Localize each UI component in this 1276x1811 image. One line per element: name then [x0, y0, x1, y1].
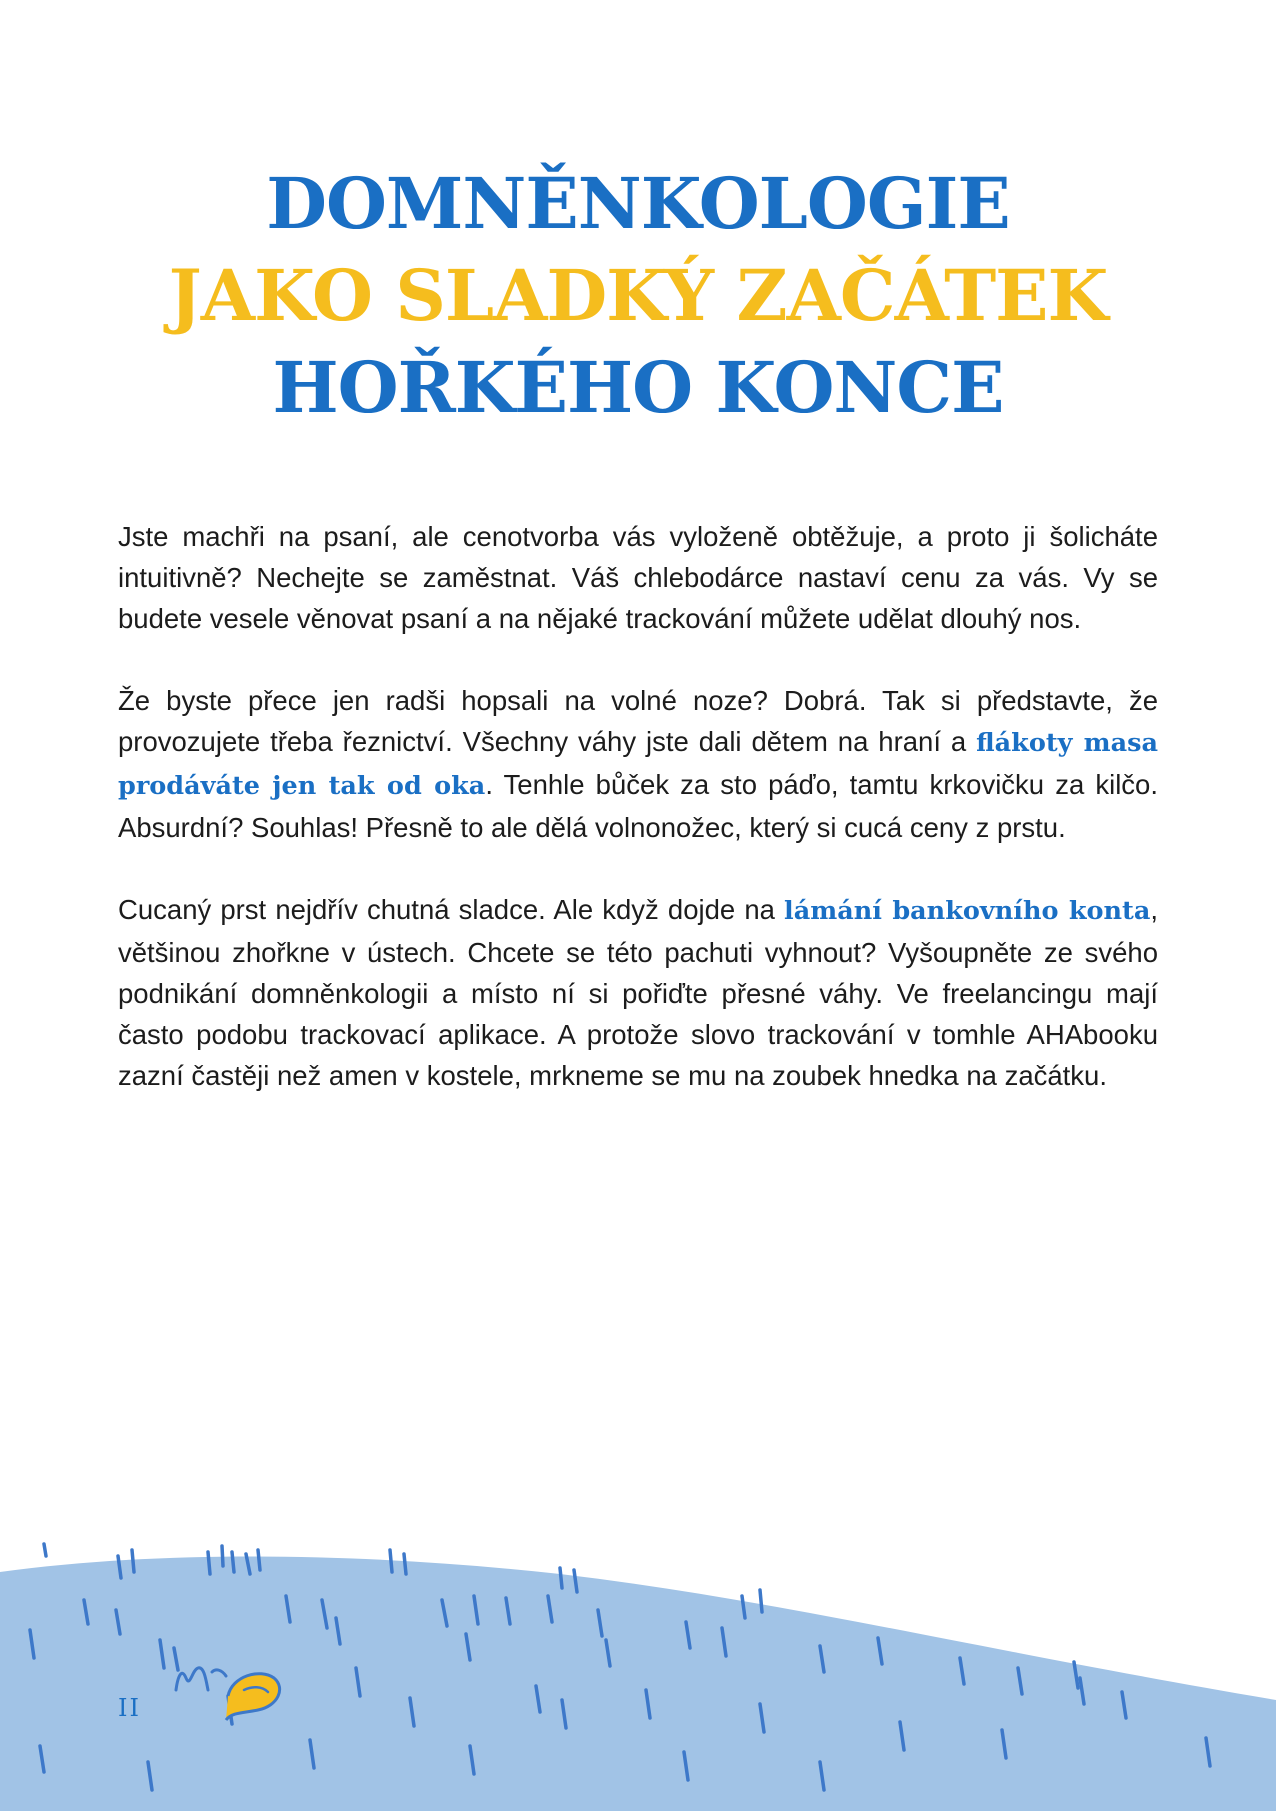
paragraph-3 — [118, 889, 1158, 1096]
paragraph-2 — [118, 680, 1158, 848]
paragraph-2-text-end: . Tenhle bůček za sto páďo, tamtu krkovičku za kilčo. Absurdní? Souhlas! Přesně to ale dělá volnonožec, který si cucá ceny z prstu. — [118, 769, 1158, 843]
paragraph-1: Jste machři na psaní, ale cenotvorba vás vyloženě obtěžuje, a proto ji šolicháte intuitivně? Nechejte se zaměstnat. Váš chlebodárce nastaví cenu za vás. Vy se budete vesele věnovat psaní a na nějaké trackování můžete udělat dlouhý nos. — [118, 521, 1158, 634]
page-title — [0, 158, 1276, 434]
paragraph-3-text-start: Cucaný prst nejdřív chutná sladce. Ale když dojde na — [118, 894, 785, 925]
page-number: II — [118, 1694, 141, 1722]
paragraph-2-highlight: flákoty masa prodáváte jen tak od oka — [118, 728, 1158, 801]
grass-hill-illustration — [0, 1500, 1276, 1811]
title-line-2: JAKO SLADKÝ ZAČÁTEK — [168, 254, 1108, 337]
paragraph-3-text-end: , většinou zhořkne v ústech. Chcete se této pachuti vyhnout? Vyšoupněte ze svého podnikání domněnkologii a místo ní si pořiďte přesné váhy. Ve freelancingu mají často podobu trackovací aplikace. A protože slovo trackování v tomhle AHAbooku zazní častěji než amen v kostele, mrkneme se mu na zoubek hnedka na začátku. — [118, 894, 1158, 1091]
body-text — [118, 516, 1158, 1137]
title-line-3: HOŘKÉHO KONCE — [272, 346, 1004, 429]
paragraph-3-highlight: lámání bankovního konta — [784, 896, 1151, 926]
hill-shape — [0, 1556, 1276, 1811]
paragraph-2-text-start: Že byste přece jen radši hopsali na volné noze? Dobrá. Tak si představte, že provozujete třeba řeznictví. Všechny váhy jste dali dětem na hraní a — [118, 685, 1158, 757]
title-line-1: DOMNĚNKOLOGIE — [266, 162, 1010, 245]
